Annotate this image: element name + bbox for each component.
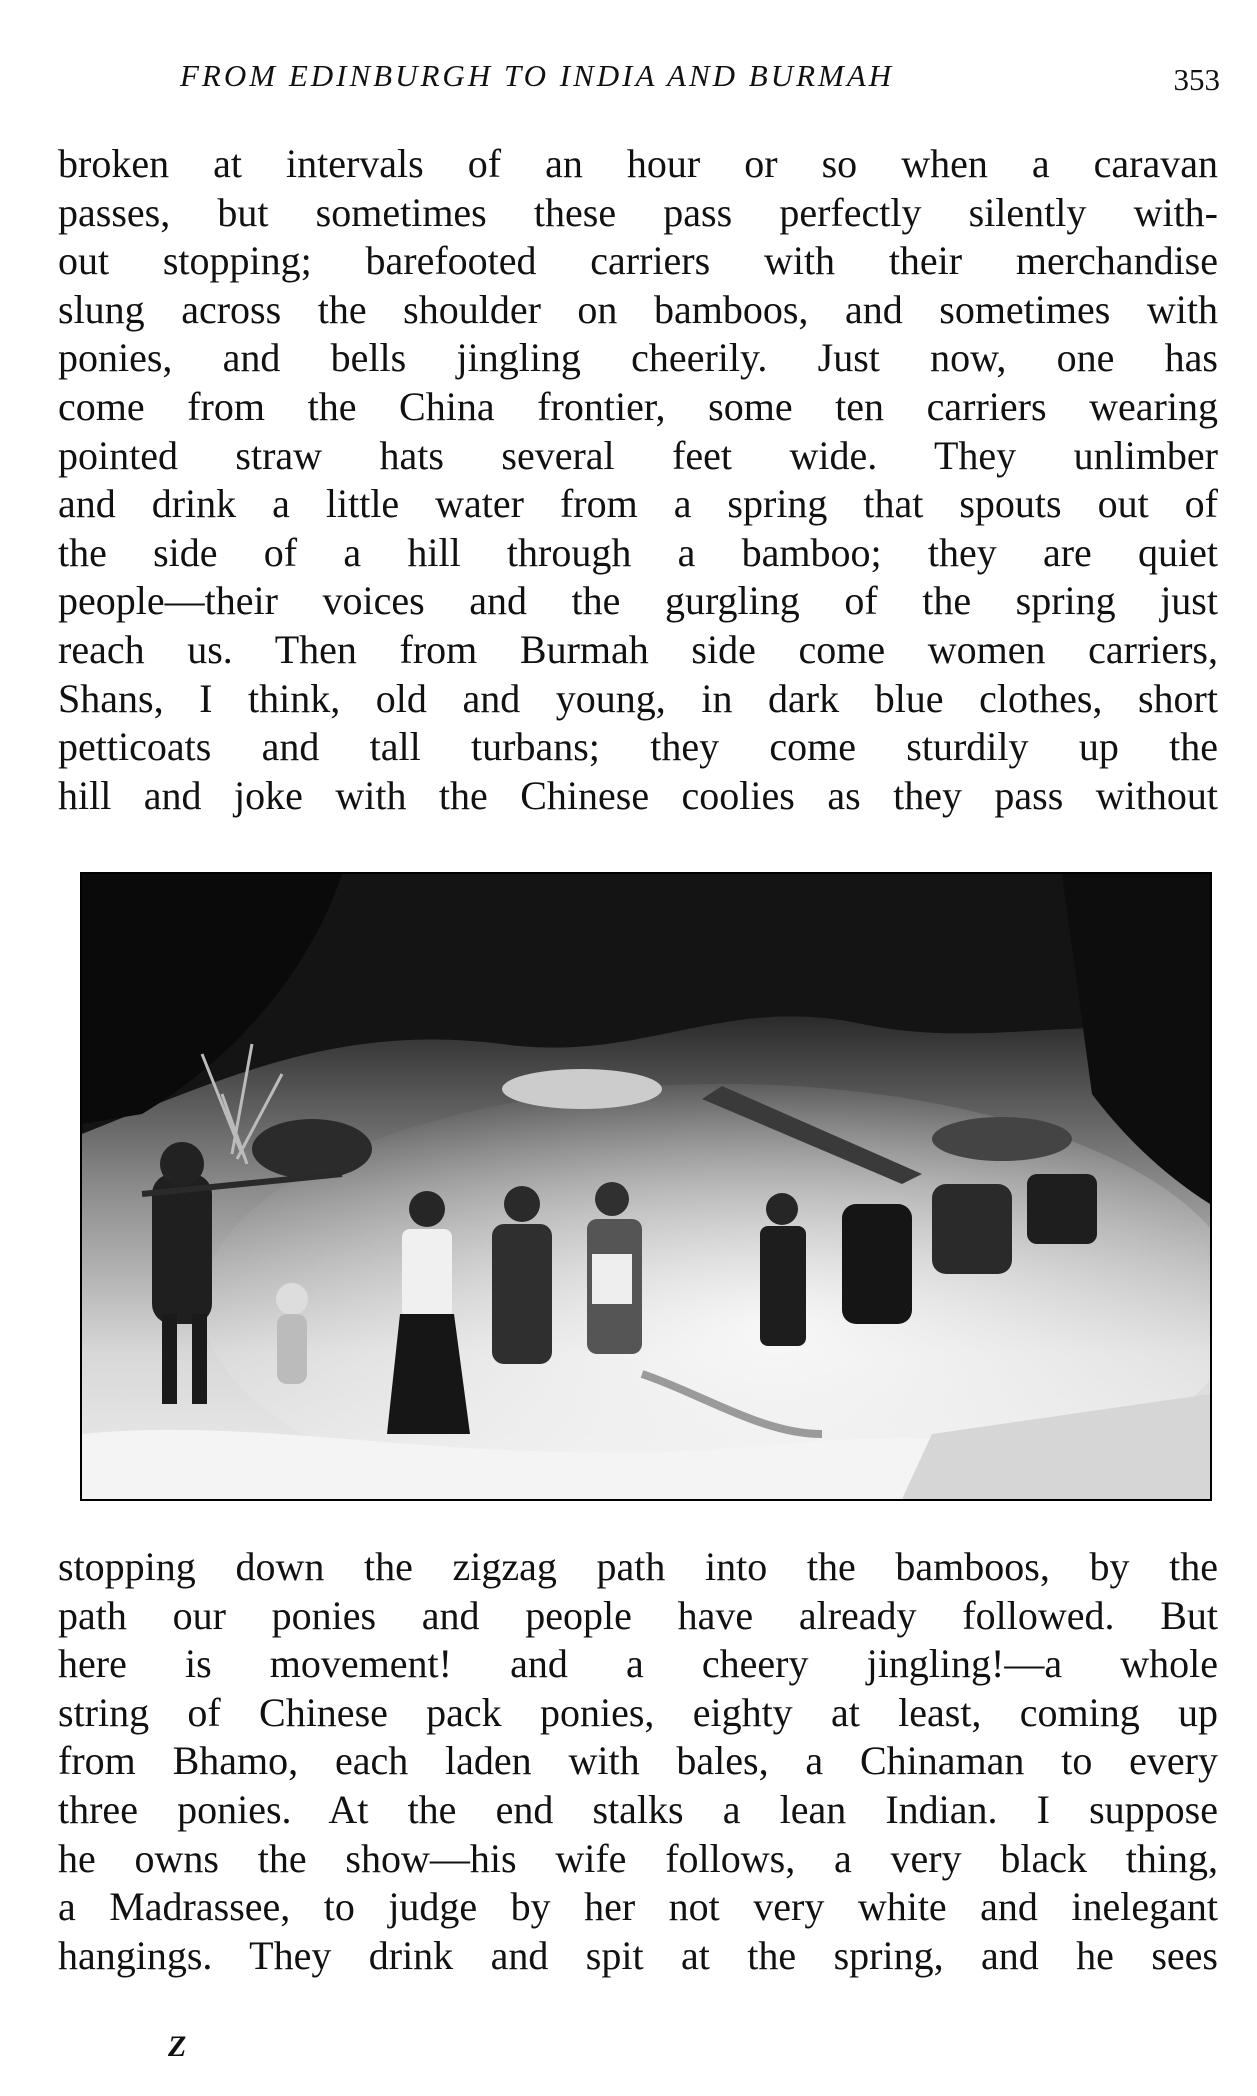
- text-line: here is movement! and a cheery jingling!—a whole: [58, 1641, 1218, 1687]
- text-line: petticoats and tall turbans; they come sturdily up the: [58, 724, 1218, 770]
- text-line: pointed straw hats several feet wide. They unlimber: [58, 432, 1218, 478]
- body-text-top: [58, 140, 1218, 820]
- text-line: and drink a little water from a spring that spouts out of: [58, 481, 1218, 527]
- text-line: ponies, and bells jingling cheerily. Just now, one has: [58, 335, 1218, 381]
- text-line: broken at intervals of an hour or so when a caravan: [58, 141, 1218, 186]
- text-line: slung across the shoulder on bamboos, and sometimes with: [58, 286, 1218, 332]
- text-line: passes, but sometimes these pass perfectly silently with-: [58, 189, 1218, 235]
- running-title: FROM EDINBURGH TO INDIA AND BURMAH: [180, 58, 895, 93]
- caravan-photo-illustration: [82, 874, 1210, 1499]
- photo-plate-caravan: [80, 872, 1212, 1501]
- text-line: hangings. They drink and spit at the spring, and he sees: [58, 1932, 1218, 1978]
- text-line: string of Chinese pack ponies, eighty at least, coming up: [58, 1689, 1218, 1735]
- text-line: come from the China frontier, some ten carriers wearing: [58, 383, 1218, 429]
- text-line: from Bhamo, each laden with bales, a Chinaman to every: [58, 1738, 1218, 1784]
- text-line: a Madrassee, to judge by her not very white and inelegant: [58, 1884, 1218, 1930]
- page-number: 353: [1173, 62, 1220, 97]
- text-line: out stopping; barefooted carriers with their merchandise: [58, 238, 1218, 284]
- text-line: three ponies. At the end stalks a lean Indian. I suppose: [58, 1786, 1218, 1832]
- text-line: reach us. Then from Burmah side come women carriers,: [58, 626, 1218, 672]
- signature-mark: Z: [168, 2030, 187, 2063]
- text-line: path our ponies and people have already followed. But: [58, 1592, 1218, 1638]
- body-text-bottom: [58, 1543, 1218, 1980]
- text-line: the side of a hill through a bamboo; they are quiet: [58, 529, 1218, 575]
- text-line: Shans, I think, old and young, in dark blue clothes, short: [58, 675, 1218, 721]
- running-header: [60, 58, 1220, 108]
- text-line: hill and joke with the Chinese coolies as they pass without: [58, 772, 1218, 818]
- text-line: stopping down the zigzag path into the bamboos, by the: [58, 1544, 1218, 1589]
- text-line: he owns the show—his wife follows, a very black thing,: [58, 1835, 1218, 1881]
- text-line: people—their voices and the gurgling of the spring just: [58, 578, 1218, 624]
